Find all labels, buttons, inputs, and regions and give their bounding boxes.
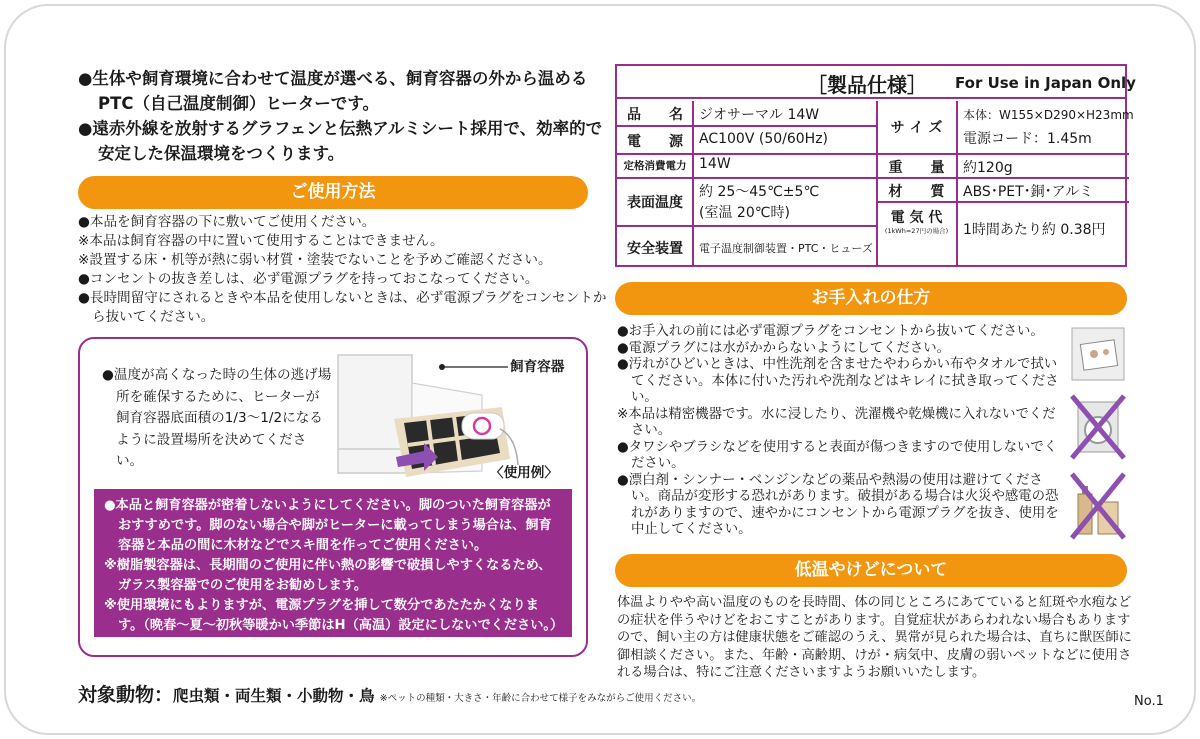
list-item: ●コンセントの抜き差しは、必ず電源プラグを持っておこなってください。 [78, 271, 539, 287]
care-list [617, 324, 1067, 539]
spec-value-rated: 14W [699, 156, 731, 172]
spec-label-material: 材 質 [888, 184, 945, 200]
list-item: ※本品は飼育容器の中に置いて使用することはできません。 [78, 233, 444, 249]
spec-label-name: 品 名 [627, 107, 683, 123]
list-item: ●お手入れの前には必ず電源プラグをコンセントから抜いてください。 [617, 324, 1044, 339]
no-chemicals-icon [1072, 474, 1124, 538]
spec-value-temp-note: (室温 20℃時) [699, 205, 790, 221]
spec-value-electricity: 1時間あたり約 0.38円 [963, 222, 1106, 238]
list-item: ●長時間留守にされるときや本品を使用しないときは、必ず電源プラグをコンセントから抜いてください。 [78, 290, 607, 325]
placement-box [78, 337, 588, 657]
instruction-card [4, 4, 1196, 735]
target-note: ※ペットの種類・大きさ・年齢に合わせて様子をみながらご使用ください。 [379, 693, 702, 704]
list-item: ※設置する床・机等が熱に弱い材質・塗装でないことを予めご確認ください。 [78, 252, 552, 268]
intro-line-1: ●生体や飼育環境に合わせて温度が選べる、飼育容器の外から温めるPTC（自己温度制御）ヒーターです。 [78, 69, 588, 113]
no-washing-machine-icon [1072, 396, 1124, 458]
spec-label-electricity-note: (1kWh=27円の場合) [884, 227, 949, 235]
container-label: 飼育容器 [510, 359, 565, 375]
spec-label-temp: 表面温度 [627, 195, 683, 211]
target-label: 対象動物： [78, 684, 174, 706]
intro-line-2: ●遠赤外線を放射するグラフェンと伝熱アルミシート採用で、効率的で安定した保温環境をつくります。 [78, 119, 603, 163]
care-icons [1068, 324, 1128, 544]
placement-text [102, 365, 332, 473]
usage-heading: ご使用方法 [78, 176, 588, 209]
burn-heading: 低温やけどについて [615, 554, 1127, 587]
spec-title: ［製品仕様］ [807, 73, 927, 97]
list-item: ●汚れがひどいときは、中性洗剤を含ませたやわらかい布やタオルで拭いてください。本体に付いた汚れや洗剤などはキレイに拭き取ってください。 [617, 357, 1059, 405]
page-number: No.1 [1134, 694, 1164, 709]
list-item: ●タワシやブラシなどを使用すると表面が傷つきますので使用しないでください。 [617, 439, 1058, 471]
spec-value-power: AC100V (50/60Hz) [699, 131, 829, 147]
spec-value-material: ABS･PET･銅･アルミ [963, 184, 1094, 200]
target-animals [78, 680, 718, 707]
list-item: ●電源プラグには水がかからないようにしてください。 [617, 340, 951, 356]
wipe-cloth-icon [1072, 328, 1124, 380]
care-heading: お手入れの仕方 [615, 282, 1127, 315]
example-label: 〈使用例〉 [490, 465, 558, 481]
spec-grid [617, 101, 1134, 265]
spec-value-temp: 約 25〜45℃±5℃ [699, 184, 820, 200]
note-item: ※樹脂製容器は、長期間のご使用に伴い熱の影響で破損しやすくなるため、ガラス製容器でのご使用をお勧めします。 [104, 558, 552, 593]
list-item: ●漂白剤・シンナー・ベンジンなどの薬品や熱湯の使用は避けてください。商品が変形する恐れがあります。破損がある場合は火災や感電の恐れがありますので、速やかにコンセントから電源プラグを抜き、使用を中止してください。 [617, 472, 1059, 537]
spec-value-name: ジオサーマル 14W [699, 107, 820, 123]
spec-label-electricity: 電 気 代 [890, 210, 943, 226]
target-animal-list: 爬虫類・両生類・小動物・鳥 [173, 687, 375, 705]
note-item: ※使用環境にもよりますが、電源プラグを挿して数分であたたかくなります。（晩春〜夏〜初秋等暖かい季節はH（高温）設定にしないでください。） [104, 598, 564, 633]
spec-label-size: サ イ ズ [890, 120, 943, 136]
callout-line [438, 363, 508, 371]
spec-japan-note: For Use in Japan Only [955, 74, 1136, 92]
placement-notes [94, 489, 572, 637]
spec-label-power: 電 源 [627, 134, 683, 150]
list-item: ●本品を飼育容器の下に敷いてご使用ください。 [78, 214, 376, 230]
burn-text: 体温よりやや高い温度のものを長時間、体の同じところにあてていると紅斑や水疱などの症状を伴うやけどをおこすことがあります。自覚症状があらわれない場合もありますので、飼い主の方は健康状態をご確認のうえ、異常が見られた場合は、直ちに獣医師に御相談ください。また、年齢・高齢期、けが・病気中、皮膚の弱いペットなどに使用される場合は、特にご注意くださいますようお願いいたします。 [617, 595, 1132, 681]
usage-list [78, 213, 608, 327]
spec-value-size: 本体：W155×D290×H23mm [963, 108, 1134, 122]
spec-value-weight: 約120g [963, 160, 1013, 176]
list-item: ※本品は精密機器です。水に浸したり、洗濯機や乾燥機に入れないでください。 [617, 406, 1056, 438]
spec-table [615, 64, 1136, 267]
spec-label-weight: 重 量 [888, 160, 945, 176]
intro [78, 66, 608, 166]
spec-label-safety: 安全装置 [627, 241, 683, 257]
spec-value-cord: 電源コード：1.45m [963, 131, 1092, 147]
spec-header [617, 66, 1136, 99]
note-item: ●本品と飼育容器が密着しないようにしてください。脚のついた飼育容器がおすすめです。脚のない場合や脚がヒーターに載ってしまう場合は、飼育容器と本品の間に木材などでスキ間を作ってご使用ください。 [104, 498, 552, 553]
spec-value-safety: 電子温度制御装置・PTC・ヒューズ [699, 242, 873, 255]
spec-label-rated: 定格消費電力 [623, 160, 687, 172]
placement-description: ●温度が高くなった時の生体の逃げ場所を確保するために、ヒーターが飼育容器底面積の1/3〜1/2になるように設置場所を決めてください。 [102, 367, 332, 469]
